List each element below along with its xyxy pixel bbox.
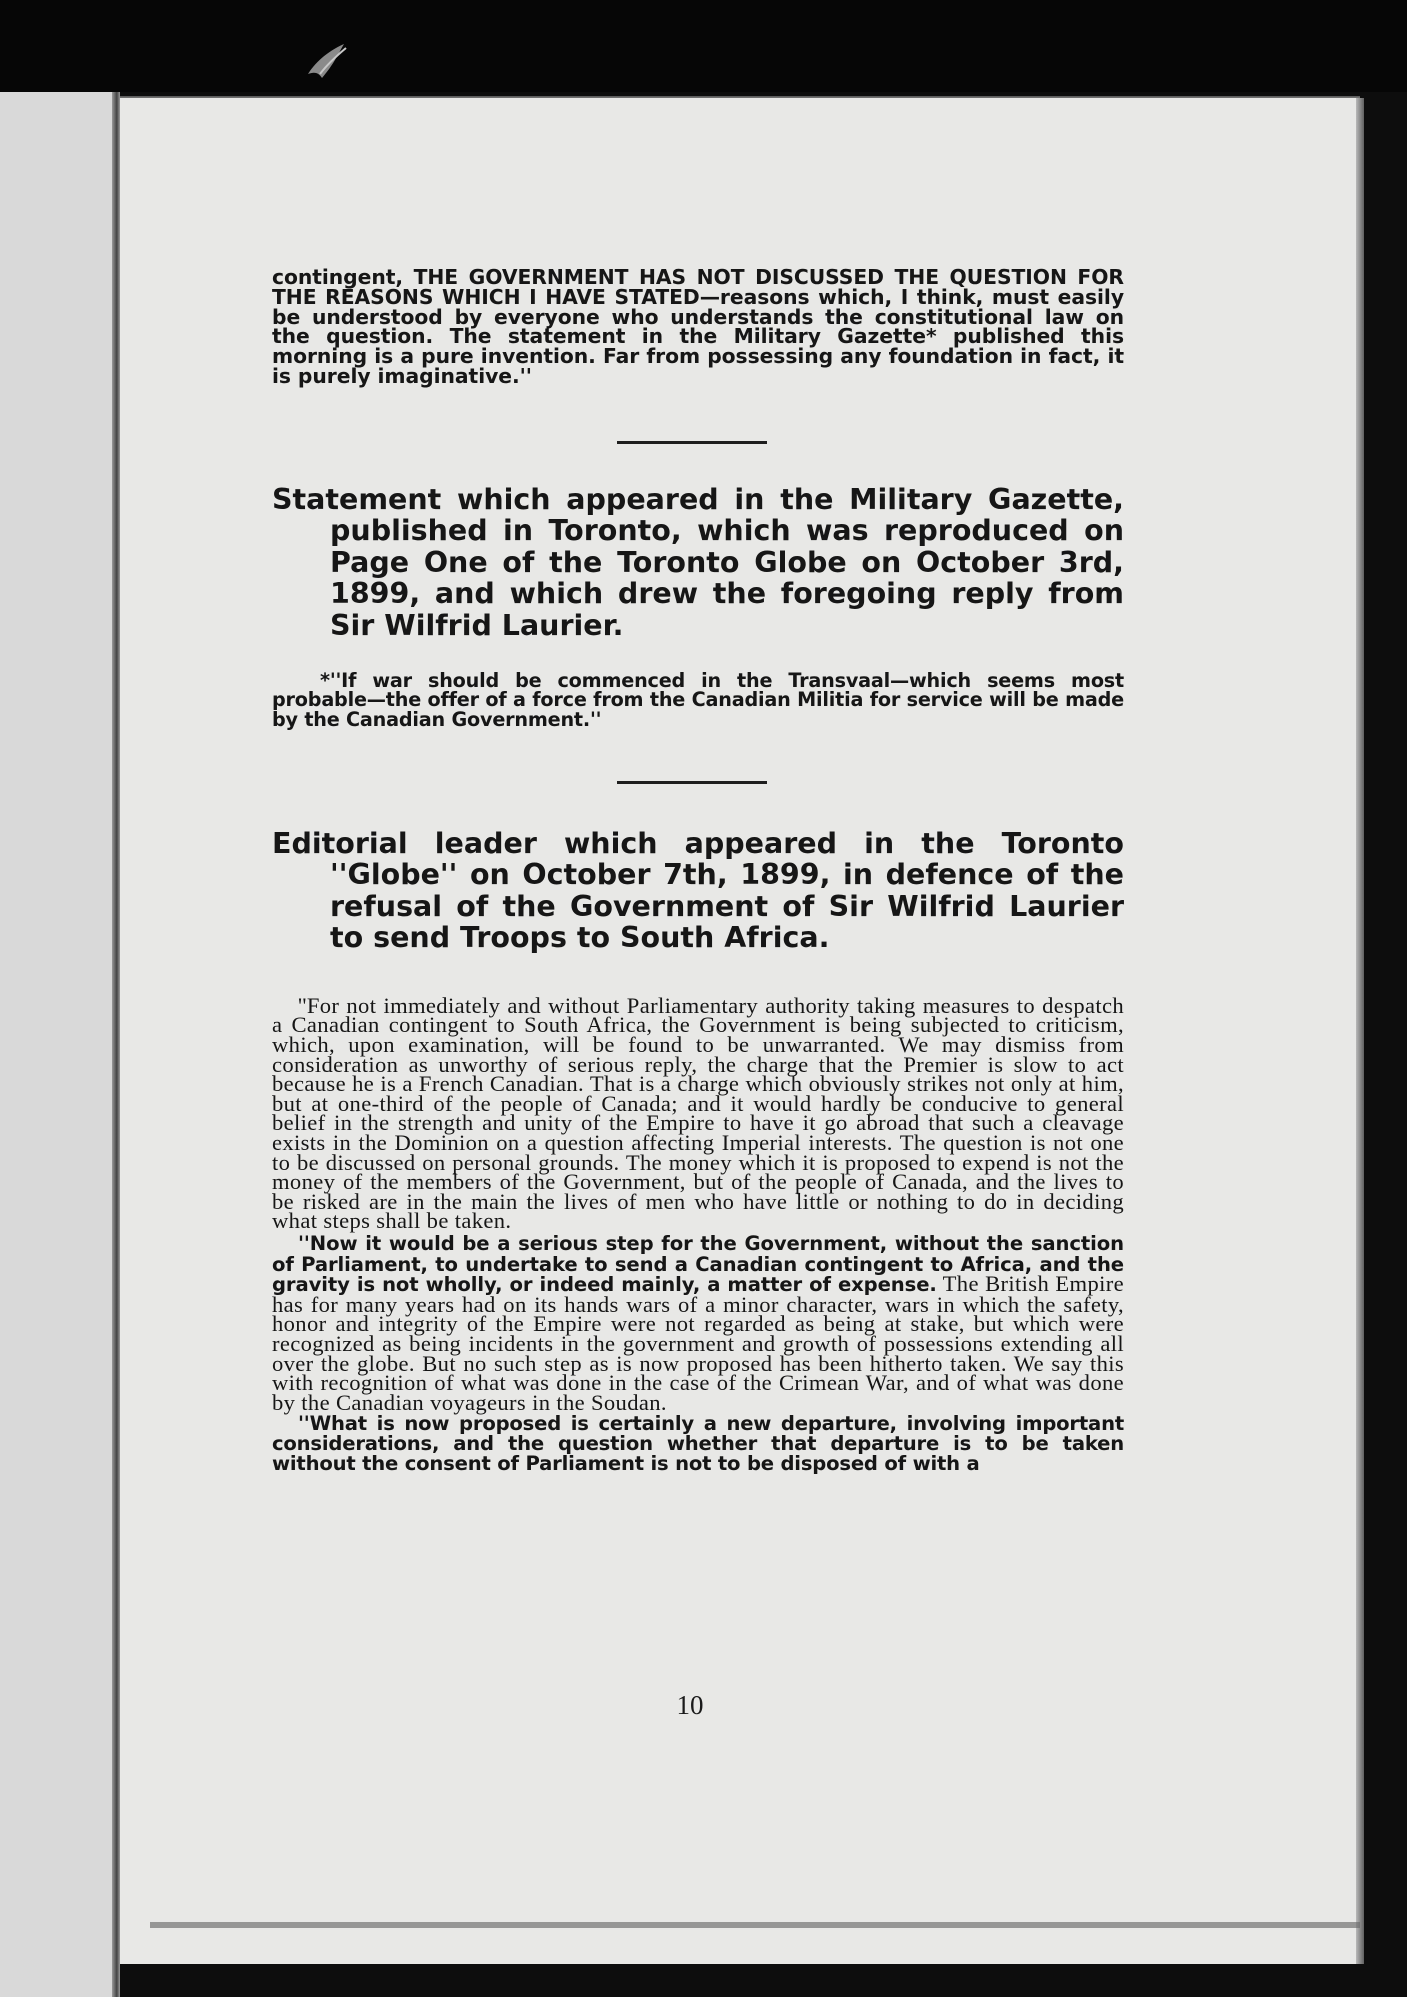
page-bottom-edge <box>150 1922 1360 1928</box>
section-divider <box>617 781 767 784</box>
section-divider <box>617 441 767 444</box>
page-number: 10 <box>676 1690 704 1720</box>
editorial-paragraph <box>272 1232 1124 1415</box>
military-gazette-quote: *''If war should be commenced in the Transvaal—which seems most probable—the offer of a force from the Canadian Militia for service will be made by the Canadian Government.'' <box>272 669 1124 731</box>
scan-background <box>0 0 1407 92</box>
editorial-emphasis: ''Now it would be a serious step for the Government, without the sanction of Parliament, to undertake to send a Canadian contingent to Africa, and the gravity is not wholly, or indeed mainly, a matter of expense. <box>272 1232 1124 1297</box>
page-content <box>272 265 1124 1475</box>
globe-editorial-heading: Editorial leader which appeared in the Toronto ''Globe'' on October 7th, 1899, in defence of the refusal of the Government of Sir Wilfrid Laurier to send Troops to South Africa. <box>272 826 1124 955</box>
facing-page-edge <box>0 92 118 1997</box>
military-gazette-heading: Statement which appeared in the Military Gazette, published in Toronto, which was reproduced on Page One of the Toronto Globe on October 3rd, 1899, and which drew the foregoing reply from Sir Wilfrid Laurier. <box>272 482 1124 642</box>
editorial-paragraph-bold: ''What is now proposed is certainly a new departure, involving important considerations, and the question whether that departure is to be taken without the consent of Parliament is not to be disposed of with a <box>272 1412 1124 1475</box>
page-right-edge <box>1356 98 1364 1964</box>
editorial-paragraph: ''For not immediately and without Parliamentary authority taking measures to despatch a Canadian contingent to South Africa, the Government is being subjected to criticism, which, upon examination, will be found to be unwarranted. We may dismiss from consideration as unworthy of serious reply, the charge that the Premier is slow to act because he is a French Canadian. That is a charge which obviously strikes not only at him, but at one-third of the people of Canada; and it would hardly be conducive to general belief in the strength and unity of the Empire to have it go abroad that such a cleavage exists in the Dominion on a question affecting Imperial interests. The question is not one to be discussed on personal grounds. The money which it is proposed to expend is not the money of the members of the Government, but of the people of Canada, and the lives to be risked are in the main the lives of men who have little or nothing to do in deciding what steps shall be taken. <box>272 992 1124 1234</box>
editorial-text: The British Empire has for many years had on its hands wars of a minor character, wars in which the safety, honor and integrity of the Empire were not regarded as being at stake, but which were recognized as being incidents in the government and growth of possessions extending all over the globe. But no such step as is now proposed has been hitherto taken. We say this with recognition of what was done in the case of the Crimean War, and of what was done by the Canadian voyageurs in the Soudan. <box>272 1271 1124 1415</box>
scan-smudge-icon <box>300 38 360 82</box>
page-gutter <box>112 92 120 1997</box>
opening-paragraph: contingent, THE GOVERNMENT HAS NOT DISCUSSED THE QUESTION FOR THE REASONS WHICH I HAVE STATED—reasons which, I think, must easily be understood by everyone who understands the constitutional law on the question. The statement in the Military Gazette* published this morning is a pure invention. Far from possessing any foundation in fact, it is purely imaginative.'' <box>272 265 1124 388</box>
